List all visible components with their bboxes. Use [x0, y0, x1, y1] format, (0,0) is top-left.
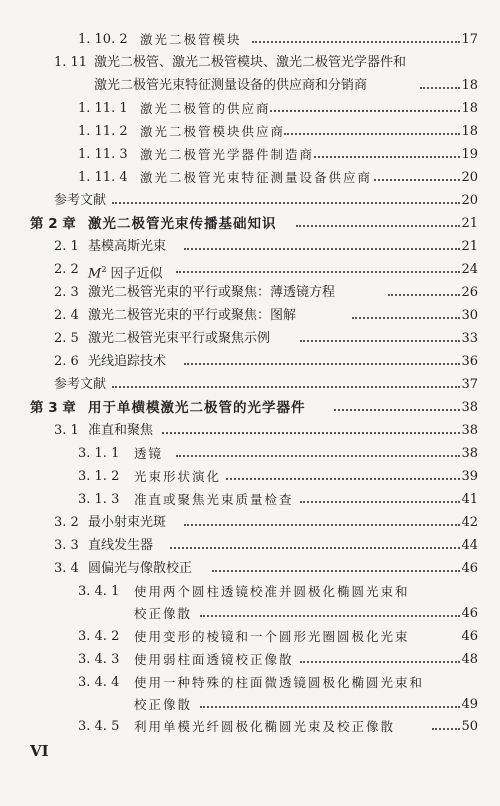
dot-leader	[200, 696, 460, 708]
dot-leader	[420, 77, 460, 89]
toc-chapter-title: 用于单横模激光二极管的光学器件	[88, 400, 306, 416]
toc-entry-page: 46	[461, 629, 478, 644]
toc-entry-title: 激光二极管、激光二极管模块、激光二极管光学器件和	[94, 55, 407, 70]
toc-entry-title: 参考文献	[54, 377, 107, 392]
toc-entry-page: 18	[461, 101, 478, 116]
dot-leader	[352, 307, 460, 319]
toc-entry-number: 2. 1	[54, 239, 79, 254]
toc-entry-number: 3. 3	[54, 538, 79, 553]
toc-entry-title: 激光二极管光束平行或聚焦示例	[88, 331, 271, 346]
toc-entry-number: 3. 4. 2	[78, 629, 120, 644]
toc-entry-number: 1. 11	[54, 55, 88, 70]
toc-entry-number: 3. 4. 1	[78, 584, 120, 599]
toc-entry-number: 3. 1. 3	[78, 492, 120, 507]
toc-entry-page: 48	[461, 652, 478, 667]
toc-entry-page: 30	[461, 308, 478, 323]
dot-leader	[270, 100, 460, 112]
dot-leader	[176, 445, 460, 457]
toc-entry-page: 49	[461, 697, 478, 712]
toc-entry-title-line2: 激光二极管光束特征测量设备的供应商和分销商	[94, 78, 368, 93]
toc-entry-page: 38	[461, 400, 478, 415]
toc-entry-number: 3. 4. 4	[78, 675, 120, 690]
toc-entry-title-text: 因子近似	[110, 266, 163, 282]
toc-entry-page: 39	[461, 469, 478, 484]
dot-leader	[252, 31, 460, 43]
dot-leader	[300, 330, 460, 342]
toc-entry-title: 激光二极管光学器件制造商	[140, 147, 315, 162]
toc-entry-number: 3. 1. 2	[78, 469, 120, 484]
toc-entry-title	[88, 261, 163, 283]
toc-entry-title: 参考文献	[54, 193, 107, 208]
toc-entry-title: 光束形状演化	[134, 469, 222, 484]
toc-entry-page: 26	[461, 285, 478, 300]
toc-entry-page: 38	[461, 446, 478, 461]
toc-entry-number: 2. 4	[54, 308, 79, 323]
dot-leader	[184, 353, 460, 365]
toc-entry-title-line2: 校正像散	[134, 697, 193, 712]
toc-entry-title: 基模高斯光束	[88, 239, 167, 254]
toc-entry-number: 1. 11. 3	[78, 147, 128, 162]
superscript: 2	[101, 265, 107, 274]
toc-entry-number: 1. 10. 2	[78, 32, 128, 47]
dot-leader	[374, 169, 460, 181]
toc-chapter-number: 第 2 章	[30, 216, 76, 232]
toc-entry-number: 2. 3	[54, 285, 79, 300]
toc-entry-number: 3. 1	[54, 423, 79, 438]
dot-leader	[388, 284, 460, 296]
toc-entry-title: 使用弱柱面透镜校正像散	[134, 652, 294, 667]
dot-leader	[170, 537, 460, 549]
dot-leader	[284, 123, 460, 135]
dot-leader	[432, 718, 460, 730]
toc-entry-number: 2. 2	[54, 262, 79, 277]
toc-entry-number: 2. 5	[54, 331, 79, 346]
toc-entry-title-line2: 校正像散	[134, 606, 193, 621]
toc-entry-title: 圆偏光与像散校正	[88, 561, 193, 576]
toc-entry-page: 46	[461, 561, 478, 576]
toc-entry-title: 激光二极管光束特征测量设备供应商	[140, 170, 373, 185]
toc-entry-number: 1. 11. 1	[78, 101, 128, 116]
toc-entry-title: 激光二极管光束的平行或聚焦：图解	[88, 308, 297, 323]
toc-entry-title: 激光二极管光束的平行或聚焦：薄透镜方程	[88, 285, 336, 300]
dot-leader	[296, 215, 460, 227]
toc-entry-title: 使用一种特殊的柱面微透镜圆极化椭圆光束和	[134, 675, 425, 690]
toc-entry-title: 直线发生器	[88, 538, 154, 553]
toc-entry-page: 50	[461, 719, 478, 734]
toc-entry-title: 使用变形的棱镜和一个圆形光圈圆极化光束	[134, 629, 410, 644]
toc-entry-title: 最小射束光斑	[88, 515, 167, 530]
toc-entry-number: 3. 2	[54, 515, 79, 530]
toc-entry-page: 20	[461, 193, 478, 208]
dot-leader	[176, 261, 460, 273]
toc-entry-page: 17	[461, 32, 478, 47]
toc-chapter-title: 激光二极管光束传播基础知识	[88, 216, 277, 232]
dot-leader	[300, 651, 460, 663]
toc-entry-title: 透镜	[134, 446, 164, 461]
toc-entry-title: 激光二极管模块	[140, 32, 242, 47]
toc-entry-number: 3. 4. 5	[78, 719, 120, 734]
toc-entry-number: 1. 11. 4	[78, 170, 128, 185]
dot-leader	[200, 605, 460, 617]
toc-entry-page: 21	[461, 216, 478, 231]
toc-entry-page: 33	[461, 331, 478, 346]
toc-entry-number: 2. 6	[54, 354, 79, 369]
toc-entry-page: 42	[461, 515, 478, 530]
toc-entry-number: 3. 4. 3	[78, 652, 120, 667]
dot-leader	[314, 146, 460, 158]
toc-entry-page: 46	[461, 606, 478, 621]
dot-leader	[334, 399, 460, 411]
toc-entry-title: 准直或聚焦光束质量检查	[134, 492, 294, 507]
toc-entry-page: 36	[461, 354, 478, 369]
toc-entry-number: 1. 11. 2	[78, 124, 128, 139]
dot-leader	[162, 422, 460, 434]
toc-entry-page: 41	[461, 492, 478, 507]
m-symbol: M	[88, 266, 102, 282]
toc-entry-number: 3. 4	[54, 561, 79, 576]
toc-entry-page: 21	[461, 239, 478, 254]
dot-leader	[112, 192, 460, 204]
dot-leader	[300, 491, 460, 503]
toc-entry-page: 44	[461, 538, 478, 553]
toc-entry-page: 18	[461, 78, 478, 93]
toc-entry-title: 使用两个圆柱透镜校准并圆极化椭圆光束和	[134, 584, 410, 599]
dot-leader	[226, 468, 460, 480]
toc-entry-title: 准直和聚焦	[88, 423, 154, 438]
toc-chapter-number: 第 3 章	[30, 400, 76, 416]
toc-entry-title: 激光二极管模块供应商	[140, 124, 286, 139]
toc-entry-page: 37	[461, 377, 478, 392]
toc-entry-page: 20	[461, 170, 478, 185]
toc-entry-title: 利用单模光纤圆极化椭圆光束及校正像散	[134, 719, 396, 734]
dot-leader	[212, 560, 460, 572]
dot-leader	[184, 238, 460, 250]
toc-entry-page: 19	[461, 147, 478, 162]
toc-entry-title: 光线追踪技术	[88, 354, 167, 369]
toc-entry-page: 18	[461, 124, 478, 139]
page-number: VI	[30, 742, 49, 760]
toc-entry-number: 3. 1. 1	[78, 446, 120, 461]
dot-leader	[184, 514, 460, 526]
toc-entry-title: 激光二极管的供应商	[140, 101, 271, 116]
toc-entry-page: 24	[461, 262, 478, 277]
dot-leader	[112, 376, 460, 388]
toc-entry-page: 38	[461, 423, 478, 438]
